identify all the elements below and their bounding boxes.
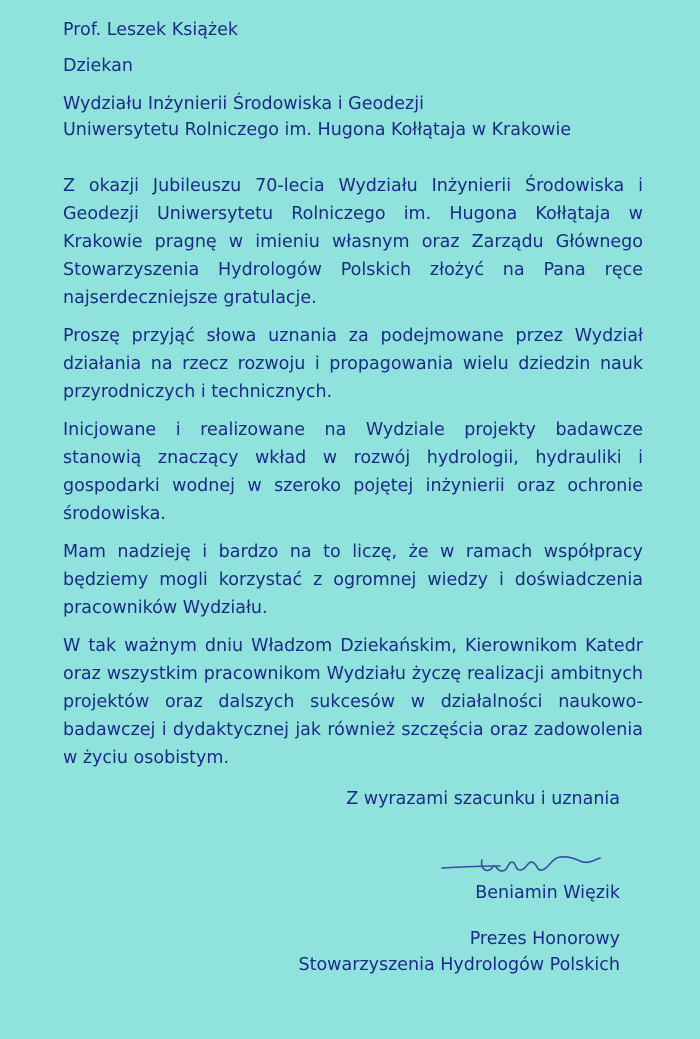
letter-body [63, 172, 643, 782]
signatory-organization: Stowarzyszenia Hydrologów Polskich [298, 955, 620, 975]
addressee-position: Dziekan [63, 56, 133, 76]
body-paragraph: Mam nadzieję i bardzo na to liczę, że w ramach współpracy będziemy mogli korzystać z ogromnej wiedzy i doświadczenia pracowników Wydziału. [63, 542, 643, 618]
addressee-name: Prof. Leszek Książek [63, 20, 239, 40]
handwritten-signature [420, 840, 620, 884]
signatory-title: Prezes Honorowy [469, 929, 620, 949]
addressee-university: Uniwersytetu Rolniczego im. Hugona Kołłątaja w Krakowie [63, 120, 572, 140]
closing-phrase: Z wyrazami szacunku i uznania [346, 789, 620, 809]
body-paragraph: Proszę przyjąć słowa uznania za podejmowane przez Wydział działania na rzecz rozwoju i propagowania wielu dziedzin nauk przyrodniczych i technicznych. [63, 326, 643, 402]
body-paragraph: W tak ważnym dniu Władzom Dziekańskim, Kierownikom Katedr oraz wszystkim pracownikom Wydziału życzę realizacji ambitnych projektów oraz dalszych sukcesów w działalności naukowo-badawczej i dydaktycznej jak również szczęścia oraz zadowolenia w życiu osobistym. [63, 636, 643, 768]
signatory-name: Beniamin Więzik [475, 883, 620, 903]
addressee-block [63, 17, 663, 143]
body-paragraph: Z okazji Jubileuszu 70-lecia Wydziału Inżynierii Środowiska i Geodezji Uniwersytetu Rolniczego im. Hugona Kołłątaja w Krakowie pragnę w imieniu własnym oraz Zarządu Głównego Stowarzyszenia Hydrologów Polskich złożyć na Pana ręce najserdeczniejsze gratulacje. [63, 176, 643, 308]
body-paragraph: Inicjowane i realizowane na Wydziale projekty badawcze stanowią znaczący wkład w rozwój hydrologii, hydrauliki i gospodarki wodnej w szeroko pojętej inżynierii oraz ochronie środowiska. [63, 420, 643, 524]
signatory-block [200, 880, 620, 978]
addressee-faculty: Wydziału Inżynierii Środowiska i Geodezji [63, 94, 424, 114]
